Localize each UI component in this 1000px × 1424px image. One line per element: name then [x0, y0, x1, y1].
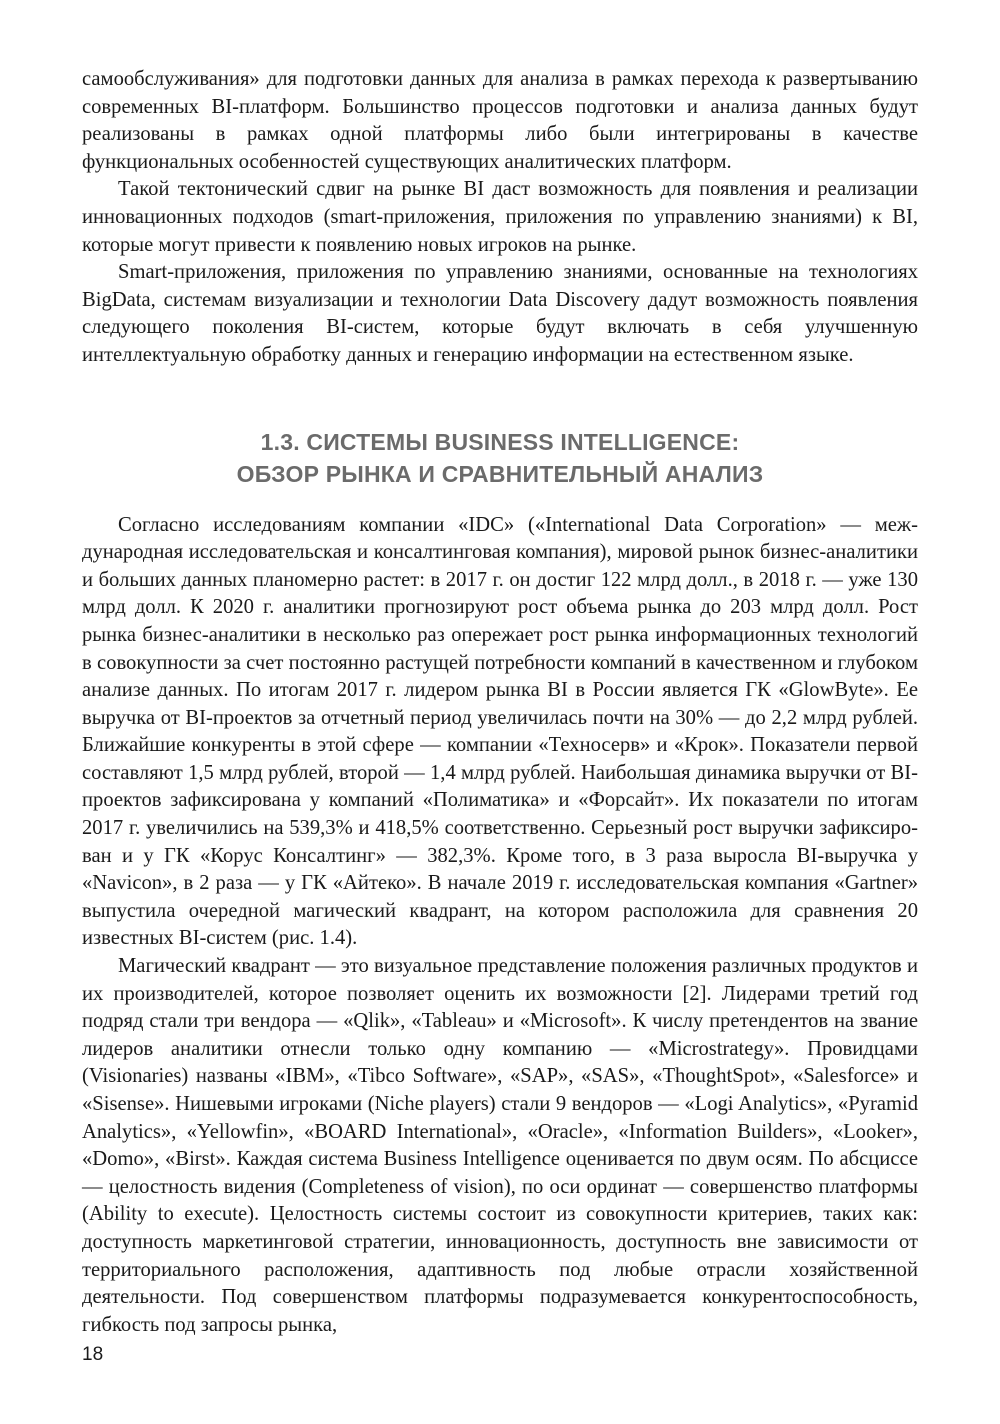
section-heading	[82, 370, 918, 512]
paragraph-tectonic-shift: Такой тектонический сдвиг на рынке BI даст возможность для появления и реализации инновационных подходов (smart-приложения, приложения по управлению знаниями) к BI, которые могут привести к появлению новых игроков на рынке.	[82, 178, 918, 256]
paragraph-intro-continuation: самообслуживания» для подготовки данных для анализа в рамках перехода к развертыванию современных BI-платформ. Большинство процессов подготовки и анализа данных будут реализованы в рамках одной платформы либо были интегрированы в качестве функциональных особенностей существующих аналитических платформ.	[82, 68, 918, 173]
section-heading-line-1: 1.3. СИСТЕМЫ BUSINESS INTELLIGENCE:	[260, 428, 740, 455]
paragraph-idc-market: Согласно исследованиям компании «IDC» («International Data Corporation» — международная исследовательская и консалтинговая компания), мировой рынок бизнес-аналитики и больших данных планомерно растет: в 2017 г. он достиг 122 млрд долл., в 2018 г. — уже 130 млрд долл. К 2020 г. аналитики прогнозируют рост объема рынка до 203 млрд долл. Рост рынка бизнес-аналитики в несколько раз опережает рост рынка информационных технологий в совокупности за счет постоянно растущей потребности компаний в качественном и глубоком анализе данных. По итогам 2017 г. лидером рынка BI в России является ГК «GlowByte». Ее выручка от BI-проектов за отчетный период увеличилась почти на 30% — до 2,2 млрд рублей. Ближайшие конкуренты в этой сфере — компании «Техносерв» и «Крок». Показатели первой составляют 1,5 млрд рублей, второй — 1,4 млрд рублей. Наибольшая динамика выручки от BI-проектов зафиксирована у компаний «Полиматика» и «Форсайт». Их показатели по итогам 2017 г. увеличились на 539,3% и 418,5% соответственно. Серьезный рост выручки зафиксирован и у ГК «Корус Консалтинг» — 382,3%. Кроме того, в 3 раза выросла BI-выручка у «Navicon», в 2 раза — у ГК «Айтеко». В начале 2019 г. исследовательская компания «Gartner» выпустила очередной магический квадрант, на котором расположила для сравнения 20 известных BI-систем (рис. 1.4).	[82, 513, 918, 950]
page-number: 18	[82, 1344, 104, 1365]
paragraph-smart-applications: Smart-приложения, приложения по управлению знаниями, основанные на технологиях BigData, системам визуализации и технологии Data Discovery дадут возможность появления следующего поколения BI-систем, которые будут включать в себя улучшенную интеллектуальную обработку данных и генерацию информации на естественном языке.	[82, 261, 918, 366]
page-body	[82, 66, 918, 1339]
paragraph-magic-quadrant: Магический квадрант — это визуальное представление положения различных продуктов и их производителей, которое позволяет оценить их возможности [2]. Лидерами третий год подряд стали три вендора — «Qlik», «Tableau» и «Microsoft». К числу претендентов на звание лидеров аналитики отнесли только одну компанию — «Microstrategy». Провидцами (Visionaries) названы «IBM», «Tibco Software», «SAP», «SAS», «ThoughtSpot», «Salesforce» и «Sisense». Нишевыми игроками (Niche players) стали 9 вендоров — «Logi Analytics», «Pyramid Analytics», «Yellowfin», «BOARD International», «Oracle», «Information Builders», «Looker», «Domo», «Birst». Каждая система Business Intelligence оценивается по двум осям. По абсциссе — целостность видения (Completeness of vision), по оси ординат — совершенство платформы (Ability to execute). Целостность системы состоит из совокупности критериев, таких как: доступность маркетинговой стратегии, инновационность, доступность вне зависимости от территориального расположения, адаптивность под любые отрасли хозяйственной деятельности. Под совершенством платформы подразумевается конкурентоспособность, гибкость под запросы рынка,	[82, 955, 918, 1336]
section-heading-line-2: ОБЗОР РЫНКА И СРАВНИТЕЛЬНЫЙ АНАЛИЗ	[236, 460, 764, 487]
